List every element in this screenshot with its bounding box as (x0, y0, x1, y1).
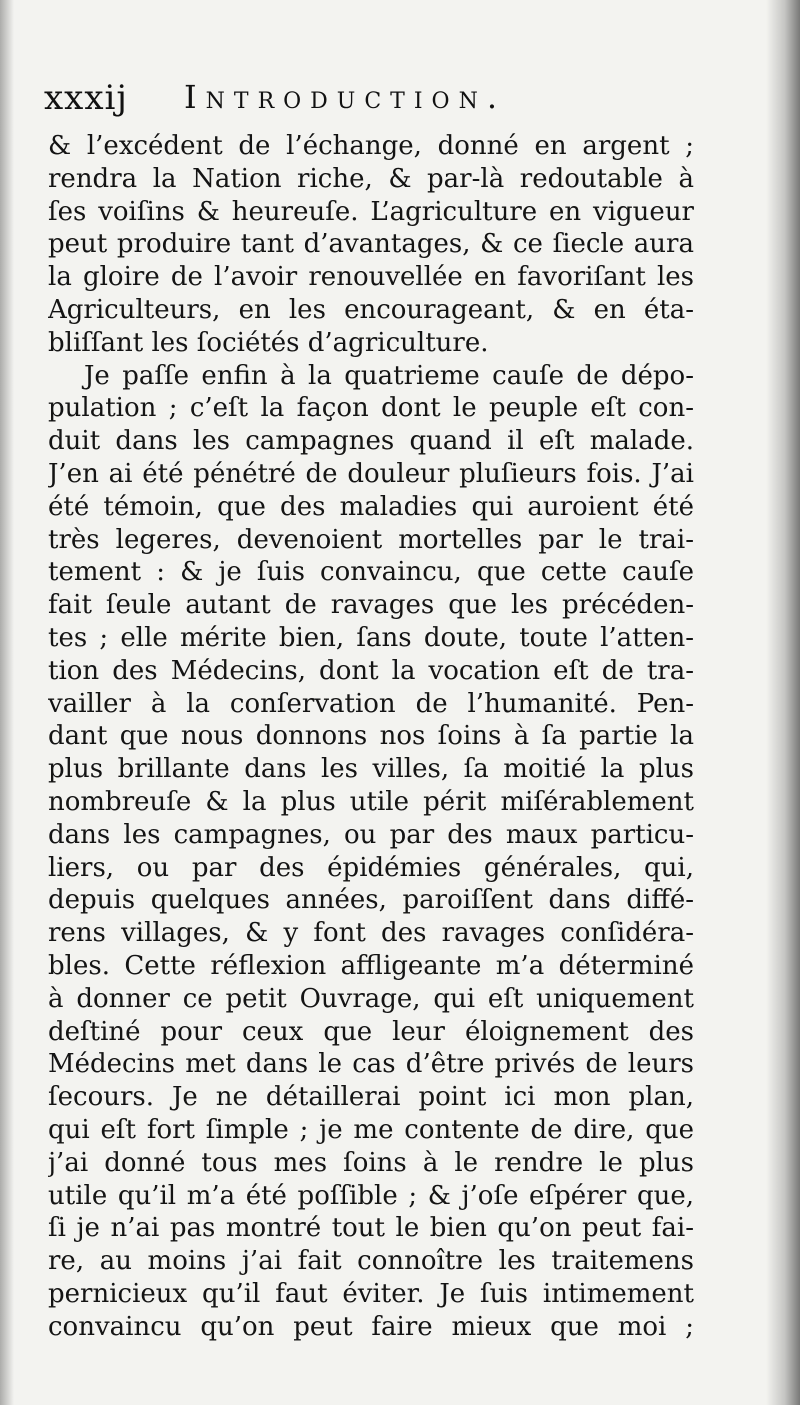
text-line: re, au moins j’ai fait connoître les traitemens (48, 1246, 694, 1277)
text-line: bliſſant les ſociétés d’agriculture. (48, 327, 489, 358)
page-number: xxxij (44, 78, 128, 118)
text-line: ſecours. Je ne détaillerai point ici mon plan, (48, 1082, 694, 1113)
text-line: utile qu’il m’a été poſſible ; & j’oſe eſpérer que, (48, 1180, 694, 1211)
running-title: Introduction. (184, 78, 506, 116)
text-line: bles. Cette réflexion affligeante m’a déterminé (48, 950, 694, 981)
text-line: peut produire tant d’avantages, & ce ſiecle aura (48, 229, 694, 260)
text-line: nombreuſe & la plus utile périt miſérablement (48, 786, 694, 817)
text-line: tement : & je ſuis convaincu, que cette cauſe (48, 557, 694, 588)
text-line: fait ſeule autant de ravages que les précéden- (48, 590, 694, 621)
text-line: plus brillante dans les villes, ſa moitié la plus (48, 754, 694, 785)
text-line: très legeres, devenoient mortelles par le trai- (48, 524, 694, 555)
text-line: Médecins met dans le cas d’être privés de leurs (48, 1049, 694, 1080)
body-text (48, 130, 694, 1343)
text-line: à donner ce petit Ouvrage, qui eſt uniquement (48, 983, 694, 1014)
text-line: dans les campagnes, ou par des maux particu- (48, 819, 694, 850)
text-line: tes ; elle mérite bien, ſans doute, toute l’atten- (48, 622, 694, 653)
text-line: liers, ou par des épidémies générales, qui, (48, 852, 694, 883)
text-line: pulation ; c’eſt la façon dont le peuple eſt con- (48, 393, 694, 424)
text-line: ſes voiſins & heureuſe. L’agriculture en vigueur (48, 196, 694, 227)
text-line: tion des Médecins, dont la vocation eſt de tra- (48, 655, 694, 686)
text-line: J’en ai été pénétré de douleur pluſieurs fois. J’ai (48, 458, 694, 489)
text-line: rens villages, & y font des ravages conſidéra- (48, 918, 694, 949)
text-line: vailler à la conſervation de l’humanité. Pen- (48, 688, 694, 719)
text-line: Je paſſe enfin à la quatrieme cauſe de dépo- (84, 360, 694, 391)
page-gutter-shadow (0, 0, 14, 1405)
text-line: la gloire de l’avoir renouvellée en favoriſant les (48, 262, 694, 293)
text-line: pernicieux qu’il faut éviter. Je ſuis intimement (48, 1278, 694, 1309)
text-line: rendra la Nation riche, & par-là redoutable à (48, 163, 694, 194)
text-line: convaincu qu’on peut faire mieux que moi ; (48, 1311, 694, 1342)
text-line: qui eſt fort ſimple ; je me contente de dire, que (48, 1114, 694, 1145)
text-line: duit dans les campagnes quand il eſt malade. (48, 426, 694, 457)
text-line: j’ai donné tous mes ſoins à le rendre le plus (48, 1147, 694, 1178)
text-line: ſi je n’ai pas montré tout le bien qu’on peut fai- (48, 1213, 694, 1244)
page-header (44, 78, 684, 122)
text-line: dant que nous donnons nos ſoins à ſa partie la (48, 721, 694, 752)
page-edge-shadow (766, 0, 800, 1405)
text-line: été témoin, que des maladies qui auroient été (48, 491, 694, 522)
text-line: deſtiné pour ceux que leur éloignement des (48, 1016, 694, 1047)
text-line: Agriculteurs, en les encourageant, & en éta- (48, 294, 694, 325)
text-line: & l’excédent de l’échange, donné en argent ; (48, 131, 694, 161)
text-line: depuis quelques années, paroiſſent dans diffé- (48, 885, 694, 916)
